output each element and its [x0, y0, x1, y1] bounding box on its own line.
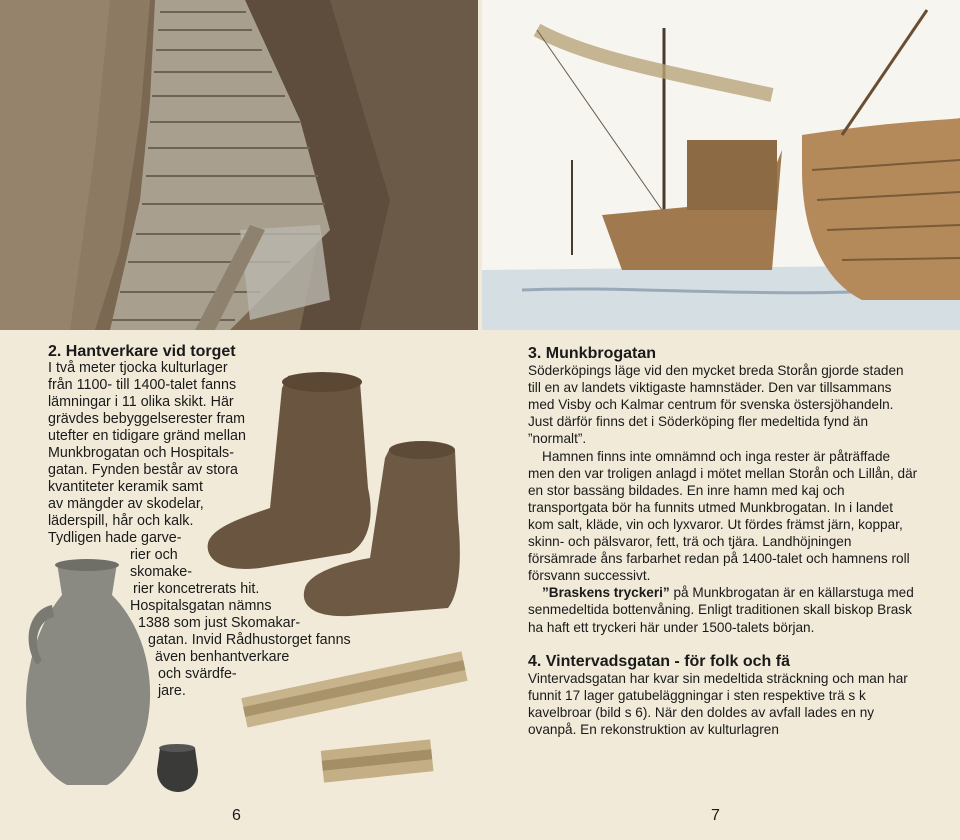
text-line: rier koncetrerats hit.: [133, 581, 260, 597]
section-3-heading: 3. Munkbrogatan: [528, 345, 657, 362]
text-line: Munkbrogatan och Hospitals-: [48, 445, 234, 461]
text-line: rier och: [130, 547, 178, 563]
text-line: utefter en tidigare gränd mellan: [48, 428, 246, 444]
text-line: skomake-: [130, 564, 192, 580]
excavation-photo: [0, 0, 478, 330]
section-3-paragraph-3: [528, 584, 918, 635]
text-line: lämningar i 11 olika skikt. Här: [48, 394, 234, 410]
section-3-paragraph-2: Hamnen finns inte omnämnd och inga rester är påträffade men den var troligen anlagd i mötet mellan Storån och Lillån, där en stor bassäng bildades. En inre hamn med kaj och transportgata bör ha funnits utmed Munkbrogatan. In i landet kom salt, kläde, vin och lyxvaror. Ut fördes främst järn, koppar, skinn- och pälsvaror, fett, trä och tjära. Landhöjningen försämrade åns farbarhet redan på 1400-talet och hamnens roll försvann successivt.: [528, 448, 918, 584]
text-line: kvantiteter keramik samt: [48, 479, 203, 495]
page-right: [480, 0, 960, 840]
text-line: jare.: [158, 683, 186, 699]
text-line: grävdes bebyggelserester fram: [48, 411, 246, 427]
ships-illustration: [482, 0, 960, 330]
text-line: Hospitalsgatan nämns: [130, 598, 272, 614]
braskens-tryckeri-label: ”Braskens tryckeri”: [542, 585, 670, 601]
section-4-heading: 4. Vintervadsgatan - för folk och fä: [528, 652, 790, 670]
text-line: från 1100- till 1400-talet fanns: [48, 377, 237, 393]
section-4-paragraph-1: Vintervadsgatan har kvar sin medeltida sträckning och man har funnit 17 lager gatubeläggningar i sten respektive trä s k kavelbroar (bild s 6). När den doldes av avfall lades en ny ovanpå. En rekonstruktion av kulturlagren: [528, 670, 908, 737]
section-2-heading: 2. Hantverkare vid torget: [48, 343, 236, 360]
text-line: läderspill, hår och kalk.: [48, 513, 194, 529]
excavation-illustration: [0, 0, 478, 330]
text-line: I två meter tjocka kulturlager: [48, 360, 228, 376]
text-line: av mängder av skodelar,: [48, 496, 204, 512]
text-line: gatan. Fynden består av stora: [48, 462, 238, 478]
small-cup-image: [150, 740, 205, 795]
page-number-left: 6: [232, 807, 241, 824]
right-page-text: [528, 345, 918, 738]
harbour-painting: [482, 0, 960, 330]
section-3-paragraph-1: Söderköpings läge vid den mycket breda Storån gjorde staden till en av landets viktigaste hamnstäder. Den var tillsammans med Visby och Kalmar centrum för svenska östersjöhandeln. Just därför finns det i Söderköping fler medeltida fynd än ”normalt”.: [528, 363, 904, 447]
text-line: Tydligen hade garve-: [48, 530, 182, 546]
page-number-right: 7: [711, 807, 720, 824]
text-line: gatan. Invid Rådhustorget fanns: [148, 632, 351, 648]
text-line: även benhantverkare: [155, 649, 290, 665]
text-line: och svärdfe-: [158, 666, 237, 682]
section-2-text: [48, 343, 351, 700]
section-3-paragraph-3-text: på Munkbrogatan är en källarstuga med senmedeltida bottenvåning. Enligt traditionen skall biskop Brask ha haft ett tryckeri här under 1500-talets början.: [528, 585, 914, 635]
text-line: 1388 som just Skomakar-: [138, 615, 301, 631]
